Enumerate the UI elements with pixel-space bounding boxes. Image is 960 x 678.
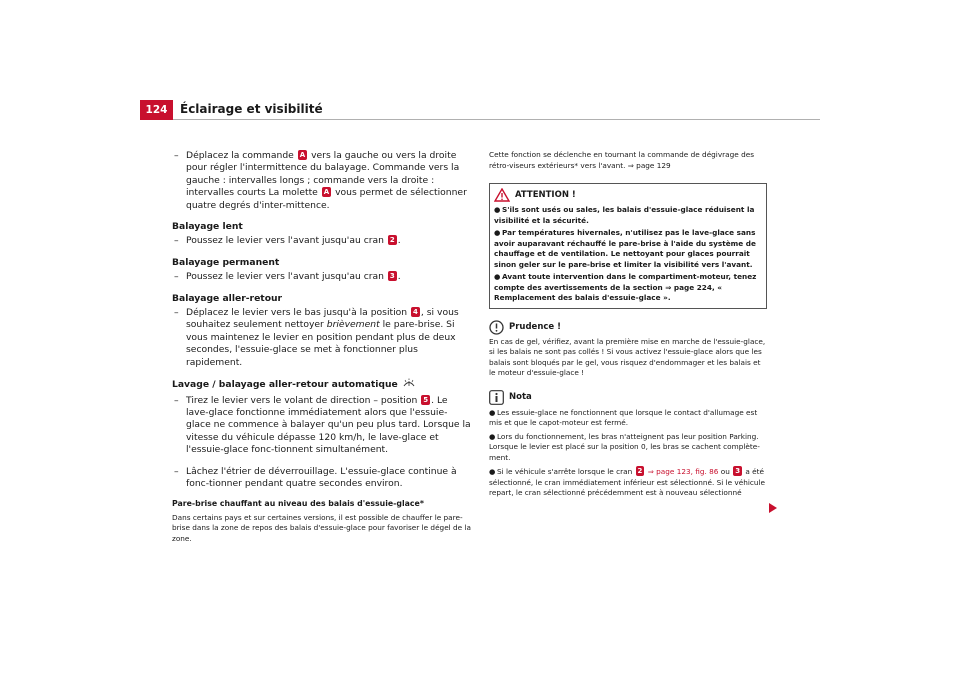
section-title-aller-retour: Balayage aller-retour bbox=[172, 292, 283, 304]
lent-step: – Poussez le levier vers l'avant jusqu'au cran 2 . bbox=[174, 235, 401, 247]
nota-item: ● Si le véhicule s'arrête lorsque le cran 2 ⇒ page 123, fig. 86 ou 3 a été sélectionné, le cran immédiatement inférieur est sélectionné. Si le véhicule repart, le cran sélectionné précédemment est à nouveau sélectionné bbox=[489, 467, 766, 497]
badge-2: 2 bbox=[637, 467, 643, 475]
heated-windscreen-text: Dans certains pays et sur certaines versions, il est possible de chauffer le pare-brise dans la zone de repos des balais d'essuie-glace pour favoriser le dégel de la zone. bbox=[172, 512, 471, 543]
badge-2: 2 bbox=[389, 236, 395, 245]
badge-3: 3 bbox=[389, 272, 395, 281]
chapter-title: Éclairage et visibilité bbox=[180, 102, 323, 116]
attention-item: ● Par températures hivernales, n'utilisez pas le lave-glace sans avoir auparavant réchauffé le pare-brise à l'aide du système de chauffage et de ventilation. Le nettoyant pour glaces pourrait sinon geler sur le pare-brise et limiter la visibilité vers l'avant. bbox=[494, 228, 756, 269]
nota-item: ● Les essuie-glace ne fonctionnent que lorsque le contact d'allumage est mis et que le capot-moteur est fermé. bbox=[489, 407, 758, 427]
page-ref[interactable]: ⇒ page 129 bbox=[627, 160, 671, 170]
info-note-icon bbox=[489, 390, 504, 405]
nota-title: Nota bbox=[509, 391, 532, 402]
section-title-lent: Balayage lent bbox=[172, 221, 243, 233]
section-title-permanent: Balayage permanent bbox=[172, 256, 280, 268]
warning-triangle-icon bbox=[494, 188, 510, 202]
badge-4: 4 bbox=[413, 308, 418, 317]
badge-5: 5 bbox=[423, 395, 429, 404]
attention-box bbox=[489, 183, 767, 309]
lavage-step-1: – Tirez le levier vers le volant de direction – position 5 . Le lave-glace fonctionne immédiatement alors que l'essuie-glace ne commence à balayer qu'un peu plus tard. Lorsque la vitesse du véhicule dépasse 120 km/h, le lave-glace et l'essuie-glace fonc-tionnent simultanément. bbox=[174, 394, 471, 456]
nota-item: ● Lors du fonctionnement, les bras n'atteignent pas leur position Parking. Lorsque le levier est placé sur la position 0, les bras se cachent complète-ment. bbox=[489, 431, 760, 462]
aller-retour-step: – Déplacez le levier vers le bas jusqu'à la position 4 , si vous souhaitez seulement nettoyer brièvement le pare-brise. Si vous maintenez le levier en position pendant plus de deux secondes, l'essuie-glace se met à fonctionner plus rapidement. bbox=[174, 307, 459, 368]
prudence-text: En cas de gel, vérifiez, avant la première mise en marche de l'essuie-glace, si les balais ne sont pas collés ! Si vous activez l'essuie-glace alors que les balais sont bloqués par le gel, vous risquez d'endommager et les balais et le moteur d'essuie-glace ! bbox=[489, 336, 766, 377]
nota-heading bbox=[489, 390, 767, 405]
permanent-step: – Poussez le levier vers l'avant jusqu'au cran 3 . bbox=[174, 271, 401, 283]
right-intro: Cette fonction se déclenche en tournant la commande de dégivrage des rétro-viseurs extérieurs* vers l'avant. ⇒ page 129 bbox=[489, 150, 754, 170]
badge-A: A bbox=[323, 188, 330, 197]
left-column bbox=[172, 150, 472, 544]
continue-arrow-icon[interactable] bbox=[768, 502, 778, 514]
washer-fluid-icon bbox=[403, 378, 415, 392]
prudence-heading bbox=[489, 320, 767, 335]
header-rule bbox=[173, 119, 820, 120]
prudence-title: Prudence ! bbox=[509, 321, 562, 332]
attention-item: ● S'ils sont usés ou sales, les balais d'essuie-glace réduisent la visibilité et la sécurité. bbox=[494, 205, 755, 225]
heated-windscreen-title: Pare-brise chauffant au niveau des balais d'essuie-glace* bbox=[172, 499, 424, 509]
attention-title: ATTENTION ! bbox=[515, 189, 576, 200]
page-number: 124 bbox=[140, 100, 173, 120]
badge-A: A bbox=[299, 151, 306, 159]
caution-icon bbox=[489, 320, 504, 335]
badge-3: 3 bbox=[735, 467, 741, 475]
page-header bbox=[140, 100, 820, 120]
attention-item: ● Avant toute intervention dans le compartiment-moteur, tenez compte des avertissements de la section ⇒ page 224, « Remplacement des balais d'essuie-glace ». bbox=[494, 272, 757, 302]
figure-link[interactable]: ⇒ page 123, fig. 86 bbox=[647, 467, 719, 476]
right-column bbox=[489, 150, 767, 499]
intro-step: – Déplacez la commande A vers la gauche ou vers la droite pour régler l'intermittence du balayage. Commande vers la gauche : intervalles longs ; commande vers la droite : intervalles courts La molette A vous permet de sélectionner quatre degrés d'inter-mittence. bbox=[174, 150, 467, 211]
lavage-step-2: – Lâchez l'étrier de déverrouillage. L'essuie-glace continue à fonc-tionner pendant quatre secondes environ. bbox=[174, 465, 457, 489]
section-title-lavage: Lavage / balayage aller-retour automatique bbox=[172, 378, 472, 392]
